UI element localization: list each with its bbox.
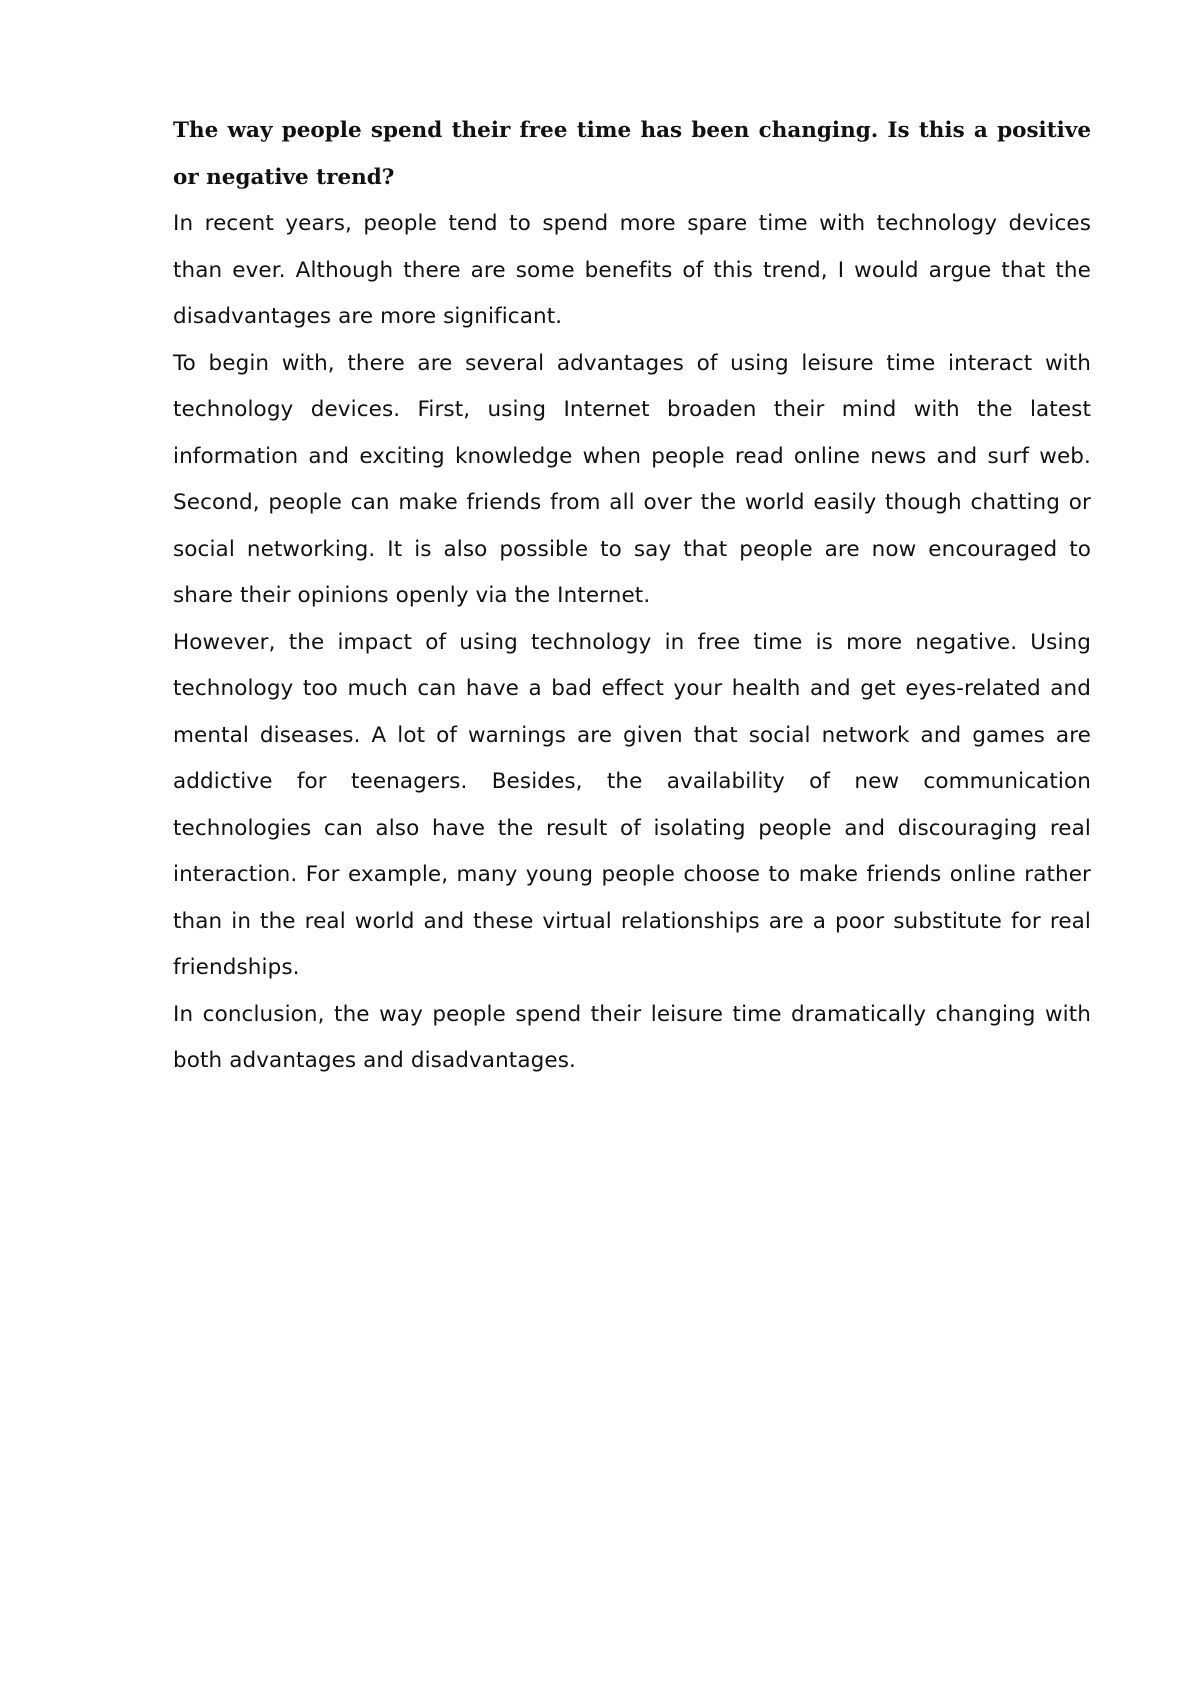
paragraph-conclusion: In conclusion, the way people spend their leisure time dramatically changing with both advantages and disadvantages. bbox=[173, 1001, 1091, 1073]
paragraph-advantages: To begin with, there are several advantages of using leisure time interact with technology devices. First, using Internet broaden their mind with the latest information and exciting knowledge when people read online news and surf web. Second, people can make friends from all over the world easily though chatting or social networking. It is also possible to say that people are now encouraged to share their opinions openly via the Internet. bbox=[173, 350, 1091, 608]
essay-title: The way people spend their free time has been changing. Is this a positive or negative trend? bbox=[173, 118, 1091, 190]
essay-body bbox=[173, 108, 1091, 1085]
paragraph-disadvantages: However, the impact of using technology in free time is more negative. Using technology too much can have a bad effect your health and get eyes-related and mental diseases. A lot of warnings are given that social network and games are addictive for teenagers. Besides, the availability of new communication technologies can also have the result of isolating people and discouraging real interaction. For example, many young people choose to make friends online rather than in the real world and these virtual relationships are a poor substitute for real friendships. bbox=[173, 629, 1091, 980]
paragraph-introduction: In recent years, people tend to spend more spare time with technology devices than ever. Although there are some benefits of this trend, I would argue that the disadvantages are more significant. bbox=[173, 211, 1091, 329]
